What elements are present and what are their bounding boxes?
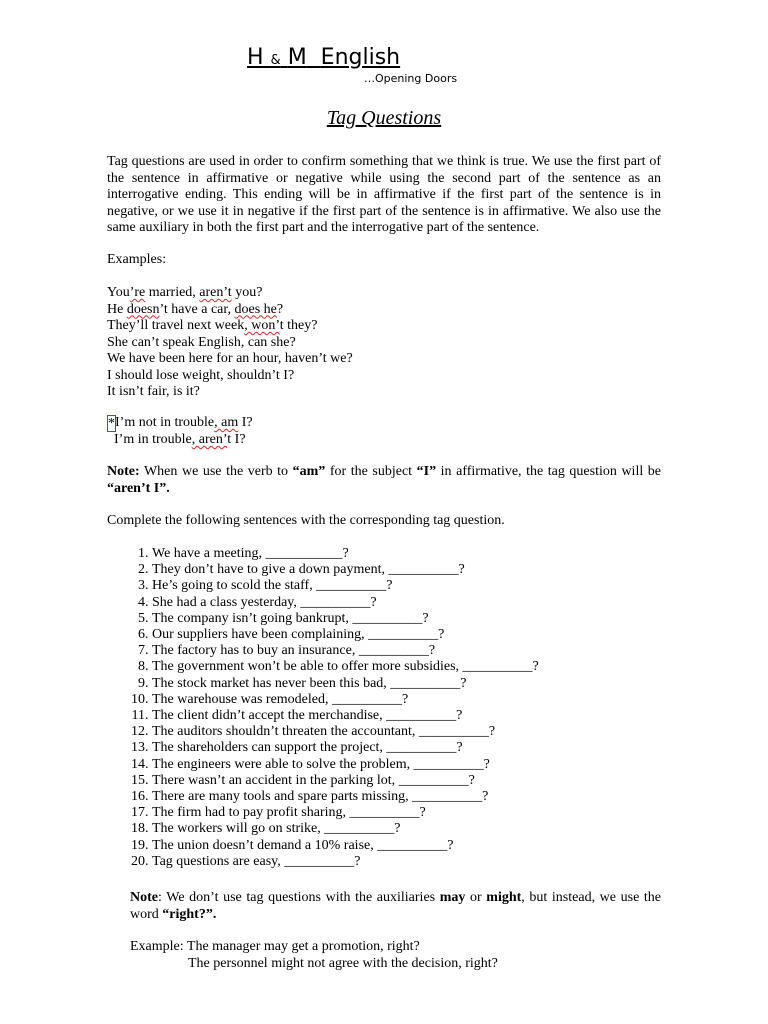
exercise-item: 19. The union doesn’t demand a 10% raise, __________? (152, 838, 539, 854)
final-example (130, 939, 661, 972)
intro-paragraph: Tag questions are used in order to confirm something that we think is true. We use the first part of the sentence in affirmative or negative while using the second part of the sentence as an interrogative ending. This ending will be in affirmative if the first part of the sentence is in negative, or we use it in negative if the first part of the sentence is in affirmative. We also use the same auxiliary in both the first part and the interrogative part of the sentence. (107, 154, 661, 235)
exercise-item: 12. The auditors shouldn’t threaten the accountant, __________? (152, 724, 539, 740)
exercise-item: 13. The shareholders can support the project, __________? (152, 740, 539, 756)
exercise-item: 18. The workers will go on strike, __________? (152, 821, 539, 837)
example-line: They’ll travel next week, won’t they? (107, 318, 318, 333)
exercise-item: 3. He’s going to scold the staff, __________? (152, 578, 539, 594)
exercise-item: 10. The warehouse was remodeled, __________? (152, 692, 539, 708)
exercise-item: 6. Our suppliers have been complaining, __________? (152, 627, 539, 643)
example-line: You’re married, aren’t you? (107, 285, 263, 300)
exercise-item: 1. We have a meeting, ___________? (152, 546, 539, 562)
exercise-item: 5. The company isn’t going bankrupt, __________? (152, 611, 539, 627)
example-line: I’m in trouble, aren’t I? (114, 432, 246, 447)
example-line: The personnel might not agree with the decision, right? (188, 955, 498, 971)
examples-label: Examples: (107, 252, 167, 267)
examples-list (107, 285, 661, 401)
brand-title: H & M English (247, 45, 401, 70)
exercise-item: 2. They don’t have to give a down payment, __________? (152, 562, 539, 578)
note-am: Note: When we use the verb to “am” for the subject “I” in affirmative, the tag question will be “aren’t I”. (107, 464, 661, 496)
example-line: *I’m not in trouble, am I? (108, 415, 253, 431)
example-line: Example: The manager may get a promotion, right? (130, 939, 420, 954)
spelling-mark: * (108, 416, 115, 431)
example-line: It isn’t fair, is it? (107, 384, 200, 399)
exercise-item: 8. The government won’t be able to offer more subsidies, __________? (152, 659, 539, 675)
example-line: I should lose weight, shouldn’t I? (107, 367, 295, 383)
brand-tagline: …Opening Doors (364, 72, 458, 85)
instruction: Complete the following sentences with the corresponding tag question. (107, 513, 505, 528)
exercise-item: 4. She had a class yesterday, __________? (152, 595, 539, 611)
exercise-item: 11. The client didn’t accept the merchandise, __________? (152, 708, 539, 724)
page-title: Tag Questions (326, 107, 442, 129)
exercise-item: 17. The firm had to pay profit sharing, __________? (152, 805, 539, 821)
exercise-item: 7. The factory has to buy an insurance, __________? (152, 643, 539, 659)
exercise-item: 15. There wasn’t an accident in the parking lot, __________? (152, 773, 539, 789)
exercise-item: 14. The engineers were able to solve the problem, __________? (152, 757, 539, 773)
exercise-item: 20. Tag questions are easy, __________? (152, 854, 539, 870)
example-line: We have been here for an hour, haven’t we? (107, 351, 353, 366)
exercise-item: 9. The stock market has never been this bad, __________? (152, 676, 539, 692)
exercise-item: 16. There are many tools and spare parts missing, __________? (152, 789, 539, 805)
example-line: She can’t speak English, can she? (107, 334, 296, 350)
special-examples (107, 415, 661, 449)
example-line: He doesn’t have a car, does he? (107, 301, 284, 317)
exercise-list (107, 546, 539, 870)
note-may-might: Note: We don’t use tag questions with the auxiliaries may or might, but instead, we use the word “right?”. (130, 890, 661, 922)
